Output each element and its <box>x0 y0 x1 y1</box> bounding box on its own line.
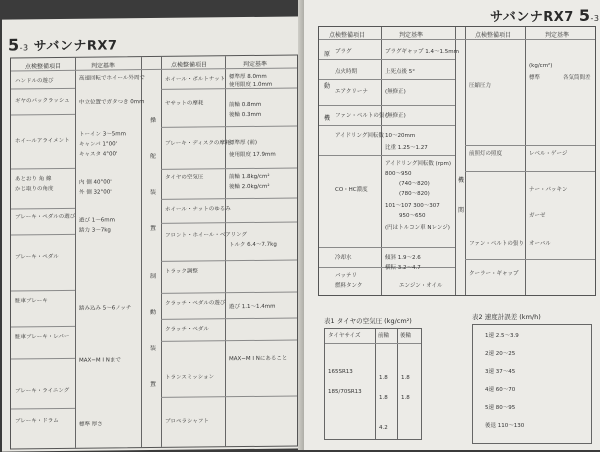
left-value-d: 後輪 0.3mm <box>229 111 262 119</box>
left-value: 踏み込み 5〜6ノッチ <box>79 305 132 312</box>
tire-cell: 前輪 <box>378 333 390 339</box>
right-value: アイドリング回転数 (rpm) <box>385 161 452 167</box>
left-value-d: 遊び 1.1〜1.4mm <box>229 303 276 311</box>
left-page-title: サバンナRX7 <box>33 38 118 55</box>
right-item-c: 圧縮圧力 <box>469 83 492 89</box>
right-side-label: 機 <box>457 177 464 184</box>
right-value-d: 標準 <box>529 75 541 81</box>
left-value-d: 標準厚 (前) <box>229 139 258 147</box>
side-label: 操 <box>149 116 156 125</box>
right-value-d: (kg/cm²) <box>529 63 553 69</box>
left-value: 高速回転でホイール外周で <box>79 75 145 82</box>
left-item: ギヤのバックラッシュ <box>15 97 70 105</box>
right-col-header-4: 判定基準 <box>545 32 570 39</box>
right-page-header <box>490 6 599 25</box>
tire-cell: 185/70SR13 <box>328 389 362 395</box>
left-value-d: MAX−M I Nにあること <box>229 355 288 363</box>
left-value-d: 使用限度 17.9mm <box>229 151 276 159</box>
left-col-header-1: 点検整備項目 <box>25 62 62 71</box>
left-value: キャスタ 4°00' <box>79 151 118 158</box>
tire-cell: 4.2 <box>379 425 388 431</box>
right-item: 冷却水 <box>335 255 352 261</box>
left-item-c: トランスミッション <box>165 374 215 381</box>
gear-row: 後退 110〜130 <box>485 423 525 429</box>
right-value: 傾斜 1.9〜2.6 <box>385 255 421 261</box>
left-item-c: ヤサットの摩耗 <box>165 100 204 107</box>
right-value: (780〜820) <box>399 191 430 197</box>
left-value-d: 前輪 0.8mm <box>229 101 262 109</box>
right-value: 上死点後 5° <box>385 69 415 75</box>
right-value: 10〜20mm <box>385 133 416 139</box>
side-label: 動 <box>149 308 156 317</box>
gear-table <box>472 324 592 444</box>
tire-note-title: 表1 タイヤの空気圧 (kg/cm²) <box>324 317 412 325</box>
right-value: (無修正) <box>385 89 406 95</box>
gear-row: 2速 20〜25 <box>485 351 516 357</box>
left-item-c: プロペラシャフト <box>165 418 209 425</box>
right-value-d: 各気筒間差 <box>563 75 591 81</box>
right-value: (円はトルコン車 Nレンジ) <box>385 225 450 231</box>
right-side-label: 機 <box>323 115 330 122</box>
left-value: 遊び 1〜6mm <box>79 217 115 224</box>
right-value: プラグギャップ 1.4〜1.5mm <box>385 49 459 55</box>
right-value: 横転 3.2〜4.7 <box>385 265 421 271</box>
left-item: ブレーキ・ペダルの遊び <box>15 213 76 221</box>
left-item: かじ取りの角度 <box>15 186 54 193</box>
left-value-d: 標準厚 8.0mm <box>229 73 267 81</box>
left-value: トーイン 3〜5mm <box>79 131 126 138</box>
left-col-header-3: 点検整備項目 <box>171 61 208 69</box>
left-inspection-table <box>10 54 298 449</box>
side-label: 置 <box>149 380 156 389</box>
left-item-c: クラッチ・ペダル <box>165 326 209 333</box>
left-col-header-4: 判定基準 <box>243 60 268 69</box>
tire-cell: 後輪 <box>400 333 412 339</box>
left-value-d: 使用限度 1.0mm <box>229 81 273 89</box>
right-col-header-1: 点検整備項目 <box>329 32 366 39</box>
left-item: ブレーキ・ライニング <box>15 387 70 395</box>
right-page-title: サバンナRX7 <box>490 10 574 25</box>
right-side-label: 原 <box>323 51 330 58</box>
left-value: 内 側 40°00' <box>79 179 112 186</box>
gear-row: 4速 60〜70 <box>485 387 516 393</box>
left-item: ハンドルの遊び <box>15 78 54 85</box>
right-item: CO・HC濃度 <box>335 187 368 193</box>
left-value-d: 後輪 2.0kg/cm² <box>229 183 270 191</box>
right-side-label: 関 <box>457 207 464 214</box>
tire-cell: 1.8 <box>401 395 410 401</box>
right-value-d: ガーゼ <box>529 213 546 219</box>
tire-cell: 1.8 <box>379 395 388 401</box>
left-section-sub: -3 <box>19 43 29 53</box>
side-label: 舵 <box>149 152 156 161</box>
right-item: ファン・ベルトの張り <box>335 113 390 119</box>
left-value: 外 側 32°00' <box>79 189 112 196</box>
side-label: 装 <box>149 344 156 353</box>
left-col-header-2: 判定基準 <box>91 62 116 70</box>
left-value: 標準 厚さ <box>79 421 103 428</box>
left-item-c: クラッチ・ペダルの遊び <box>165 300 226 307</box>
right-value-d: オーバル <box>529 241 551 247</box>
gear-row: 3速 37〜45 <box>485 369 516 375</box>
left-item: ホイールアライメント <box>15 137 70 145</box>
right-value: 950〜650 <box>399 213 426 219</box>
tire-pressure-table <box>324 328 422 440</box>
left-item-c: ブレーキ・ディスクの摩耗 <box>165 140 231 147</box>
left-value-d: 前輪 1.8kg/cm² <box>229 173 270 181</box>
left-page-header <box>8 34 117 54</box>
left-item: ブレーキ・ドラム <box>15 417 59 425</box>
right-item-c: クーラー・ギャップ <box>469 271 519 277</box>
right-value: 比重 1.25〜1.27 <box>385 145 428 151</box>
side-label: 置 <box>149 224 156 233</box>
left-value: 踏力 3〜7kg <box>79 227 111 234</box>
left-item: 駐車ブレーキ・レバー <box>15 333 70 341</box>
right-value-d: レベル・ゲージ <box>529 151 568 157</box>
left-item-c: フロント・ホイール・ベアリング <box>165 232 248 239</box>
left-item: ブレーキ・ペダル <box>15 253 59 261</box>
left-item-c: トラック調整 <box>165 268 198 275</box>
right-item: エンジン・オイル <box>399 283 443 289</box>
tire-cell: 165SR13 <box>328 369 353 375</box>
right-item: プラグ <box>335 49 352 55</box>
left-item-c: ホイール・ナットのゆるみ <box>165 206 231 213</box>
left-item: あとおり 角 線 <box>15 176 52 183</box>
right-item: 燃料タンク <box>335 283 363 289</box>
tire-cell: 1.8 <box>401 375 410 381</box>
right-value-d: ナー・パッキン <box>529 187 568 193</box>
left-page <box>2 16 304 451</box>
left-value-d: トルク 6.4〜7.7kg <box>229 241 277 249</box>
right-item: 点火時期 <box>335 69 358 75</box>
side-label: 装 <box>149 188 156 197</box>
right-section-sub: -3 <box>590 14 600 23</box>
left-value: MAX−M I Nまで <box>79 357 121 364</box>
right-value: 800〜950 <box>385 171 412 177</box>
right-col-header-2: 判定基準 <box>399 32 424 39</box>
left-item-c: タイヤの空気圧 <box>165 174 204 181</box>
right-page <box>304 0 600 450</box>
gear-note-title: 表2 速度計誤差 (km/h) <box>472 313 541 321</box>
right-side-label: 動 <box>323 83 330 90</box>
gear-row: 1速 2.5〜3.9 <box>485 333 519 339</box>
tire-cell: 1.8 <box>379 375 388 381</box>
tire-cell: タイヤサイズ <box>328 333 361 339</box>
gear-row: 5速 80〜95 <box>485 405 516 411</box>
left-item-c: ホイール・ボルトナット <box>165 76 226 83</box>
right-inspection-table <box>318 26 596 296</box>
left-value: 中立位置でガタつき 0mm <box>79 99 145 106</box>
left-section-number: 5 <box>8 35 20 55</box>
right-item: アイドリング回転数 <box>335 133 384 139</box>
right-item-c: 前照灯の照度 <box>469 151 503 157</box>
right-item: バッテリ <box>335 273 358 279</box>
right-item: エアクリーナ <box>335 89 368 95</box>
right-value: 101〜107 300〜307 <box>385 203 440 209</box>
right-value: (無修正) <box>385 113 406 119</box>
left-item: 駐車ブレーキ <box>15 298 48 305</box>
right-item-c: ファン・ベルトの張り <box>469 241 524 247</box>
right-value: (740〜820) <box>399 181 430 187</box>
right-col-header-3: 点検整備項目 <box>475 32 512 39</box>
side-label: 制 <box>149 272 156 281</box>
left-value: キャンバ 1°00' <box>79 141 118 148</box>
right-section-number: 5 <box>578 6 591 25</box>
